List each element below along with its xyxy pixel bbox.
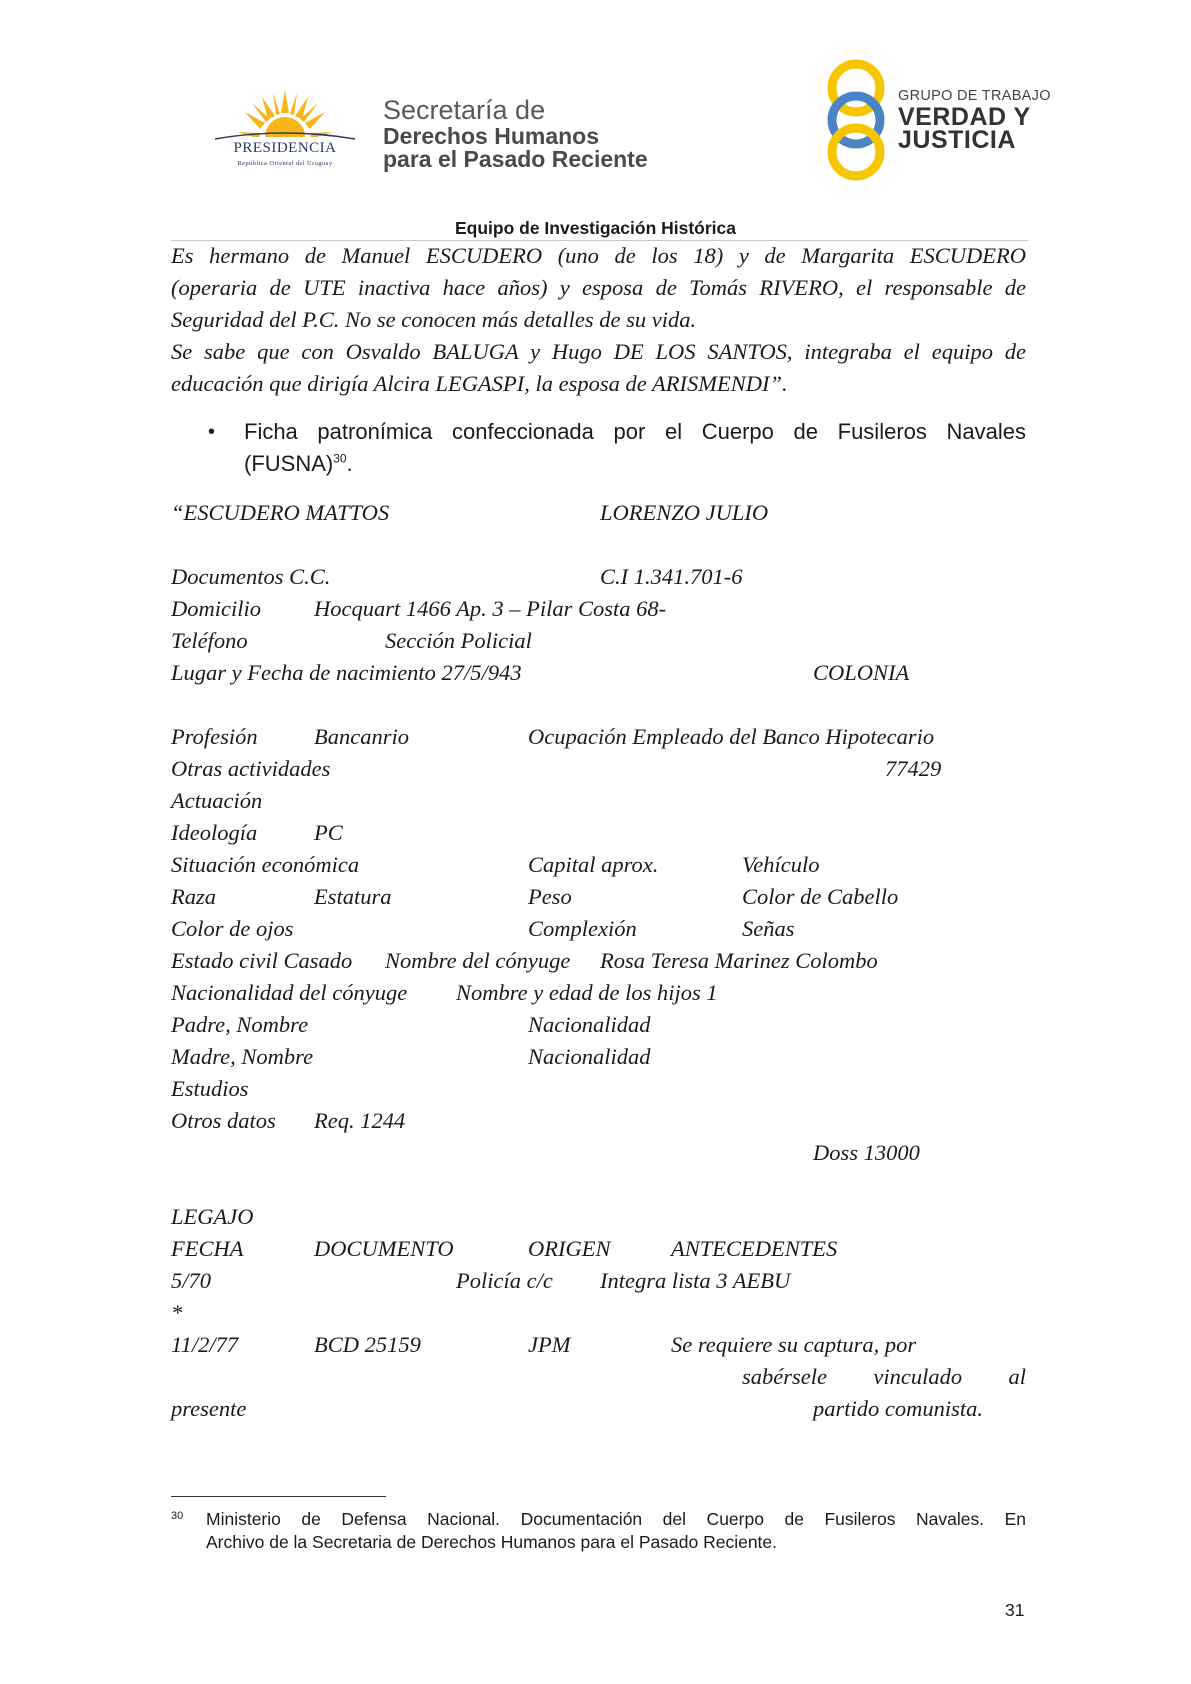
- verdad-justicia-rings-icon: [822, 58, 892, 183]
- telefono-label: Teléfono: [171, 628, 248, 653]
- presidencia-wordmark: PRESIDENCIA: [233, 140, 337, 156]
- legajo-header-antecedentes: ANTECEDENTES: [671, 1236, 838, 1261]
- doss-number: Doss 13000: [813, 1140, 920, 1165]
- legajo-row2-presente: presente: [171, 1396, 247, 1421]
- nac-conyuge-label: Nacionalidad del cónyuge: [171, 980, 408, 1005]
- footnote-number: 30: [171, 1510, 184, 1522]
- intro-line-1: Es hermano de Manuel ESCUDERO (uno de los 18) y de Margarita ESCUDERO: [171, 243, 1026, 268]
- legajo-asterisk: *: [171, 1300, 183, 1325]
- intro-line-5: educación que dirigía Alcira LEGASPI, la esposa de ARISMENDI”.: [171, 371, 788, 396]
- domicilio-label: Domicilio: [171, 596, 261, 621]
- secretaria-title-line1: Secretaría de: [383, 95, 546, 125]
- ideologia-value: PC: [314, 820, 343, 845]
- madre-nac-label: Nacionalidad: [528, 1044, 651, 1069]
- legajo-row1-origen: Policía c/c: [456, 1268, 553, 1293]
- page-number: 31: [1005, 1600, 1025, 1620]
- otras-label: Otras actividades: [171, 756, 331, 781]
- lugar-fecha: Lugar y Fecha de nacimiento 27/5/943: [171, 660, 522, 685]
- intro-line-4: Se sabe que con Osvaldo BALUGA y Hugo DE LOS SANTOS, integraba el equipo de: [171, 339, 1026, 364]
- legajo-row2-documento: BCD 25159: [314, 1332, 421, 1357]
- legajo-row2-antecedentes-3: partido comunista.: [813, 1396, 984, 1421]
- profesion-label: Profesión: [171, 724, 258, 749]
- senas-label: Señas: [742, 916, 795, 941]
- estado-civil: Estado civil Casado: [171, 948, 353, 973]
- legajo-row1-antecedentes: Integra lista 3 AEBU: [600, 1268, 791, 1293]
- footnote-line1: Ministerio de Defensa Nacional. Documentación del Cuerpo de Fusileros Navales. En: [206, 1509, 1026, 1529]
- gvj-label-line1: GRUPO DE TRABAJO: [898, 88, 1051, 104]
- capital-label: Capital aprox.: [528, 852, 659, 877]
- team-title: Equipo de Investigación Histórica: [454, 218, 737, 238]
- hijos: Nombre y edad de los hijos 1: [456, 980, 718, 1005]
- ideologia-label: Ideología: [171, 820, 258, 845]
- estatura-label: Estatura: [314, 884, 392, 909]
- documentos-label: Documentos C.C.: [171, 564, 331, 589]
- otros-datos-value: Req. 1244: [314, 1108, 406, 1133]
- secretaria-title-line3: para el Pasado Reciente: [383, 146, 648, 172]
- presidencia-subtitle: República Oriental del Uruguay: [237, 160, 333, 167]
- bullet-fusna: (FUSNA): [244, 451, 334, 476]
- legajo-header-origen: ORIGEN: [528, 1236, 611, 1261]
- estudios-label: Estudios: [171, 1076, 249, 1101]
- legajo-row2-origen: JPM: [528, 1332, 571, 1357]
- conyuge-label: Nombre del cónyuge: [385, 948, 571, 973]
- bullet-text-line2: [244, 448, 353, 480]
- footnote-line2: Archivo de la Secretaria de Derechos Humanos para el Pasado Reciente.: [206, 1532, 778, 1552]
- footnote-divider: [171, 1496, 386, 1497]
- raza-label: Raza: [171, 884, 216, 909]
- complexion-label: Complexión: [528, 916, 637, 941]
- lugar-value: COLONIA: [813, 660, 910, 685]
- legajo-header-fecha: FECHA: [171, 1236, 244, 1261]
- legajo-title: LEGAJO: [171, 1204, 254, 1229]
- legajo-row2-antecedentes-2: sabérsele vinculado al: [742, 1364, 1026, 1389]
- gvj-label-line3: JUSTICIA: [898, 126, 1016, 154]
- intro-line-3: Seguridad del P.C. No se conocen más detalles de su vida.: [171, 307, 697, 332]
- bullet-end: .: [346, 451, 353, 476]
- domicilio-value: Hocquart 1466 Ap. 3 – Pilar Costa 68-: [314, 596, 667, 621]
- vehiculo-label: Vehículo: [742, 852, 820, 877]
- legajo-row1-fecha: 5/70: [171, 1268, 212, 1293]
- cabello-label: Color de Cabello: [742, 884, 899, 909]
- situacion-label: Situación económica: [171, 852, 360, 877]
- secretaria-title-line2: Derechos Humanos: [383, 123, 600, 149]
- padre-nac-label: Nacionalidad: [528, 1012, 651, 1037]
- otras-value: 77429: [885, 756, 942, 781]
- legajo-row2-fecha: 11/2/77: [171, 1332, 239, 1357]
- actuacion-label: Actuación: [171, 788, 263, 813]
- documentos-value: C.I 1.341.701-6: [600, 564, 743, 589]
- otros-datos-label: Otros datos: [171, 1108, 276, 1133]
- legajo-header-documento: DOCUMENTO: [314, 1236, 454, 1261]
- footnote-ref[interactable]: 30: [333, 451, 347, 466]
- ficha-surnames: “ESCUDERO MATTOS: [171, 500, 390, 525]
- madre-label: Madre, Nombre: [171, 1044, 314, 1069]
- profesion-value: Bancanrio: [314, 724, 409, 749]
- seccion-label: Sección Policial: [385, 628, 532, 653]
- peso-label: Peso: [528, 884, 572, 909]
- intro-line-2: (operaria de UTE inactiva hace años) y esposa de Tomás RIVERO, el responsable de: [171, 275, 1026, 300]
- conyuge-value: Rosa Teresa Marinez Colombo: [600, 948, 878, 973]
- padre-label: Padre, Nombre: [171, 1012, 309, 1037]
- ocupacion: Ocupación Empleado del Banco Hipotecario: [528, 724, 935, 749]
- bullet-marker: •: [208, 421, 216, 443]
- ojos-label: Color de ojos: [171, 916, 294, 941]
- legajo-row2-antecedentes-1: Se requiere su captura, por: [671, 1332, 917, 1357]
- gvj-label-line2: VERDAD Y: [898, 103, 1031, 131]
- bullet-text-line1: Ficha patronímica confeccionada por el Cuerpo de Fusileros Navales: [244, 419, 1026, 444]
- ficha-names: LORENZO JULIO: [600, 500, 769, 525]
